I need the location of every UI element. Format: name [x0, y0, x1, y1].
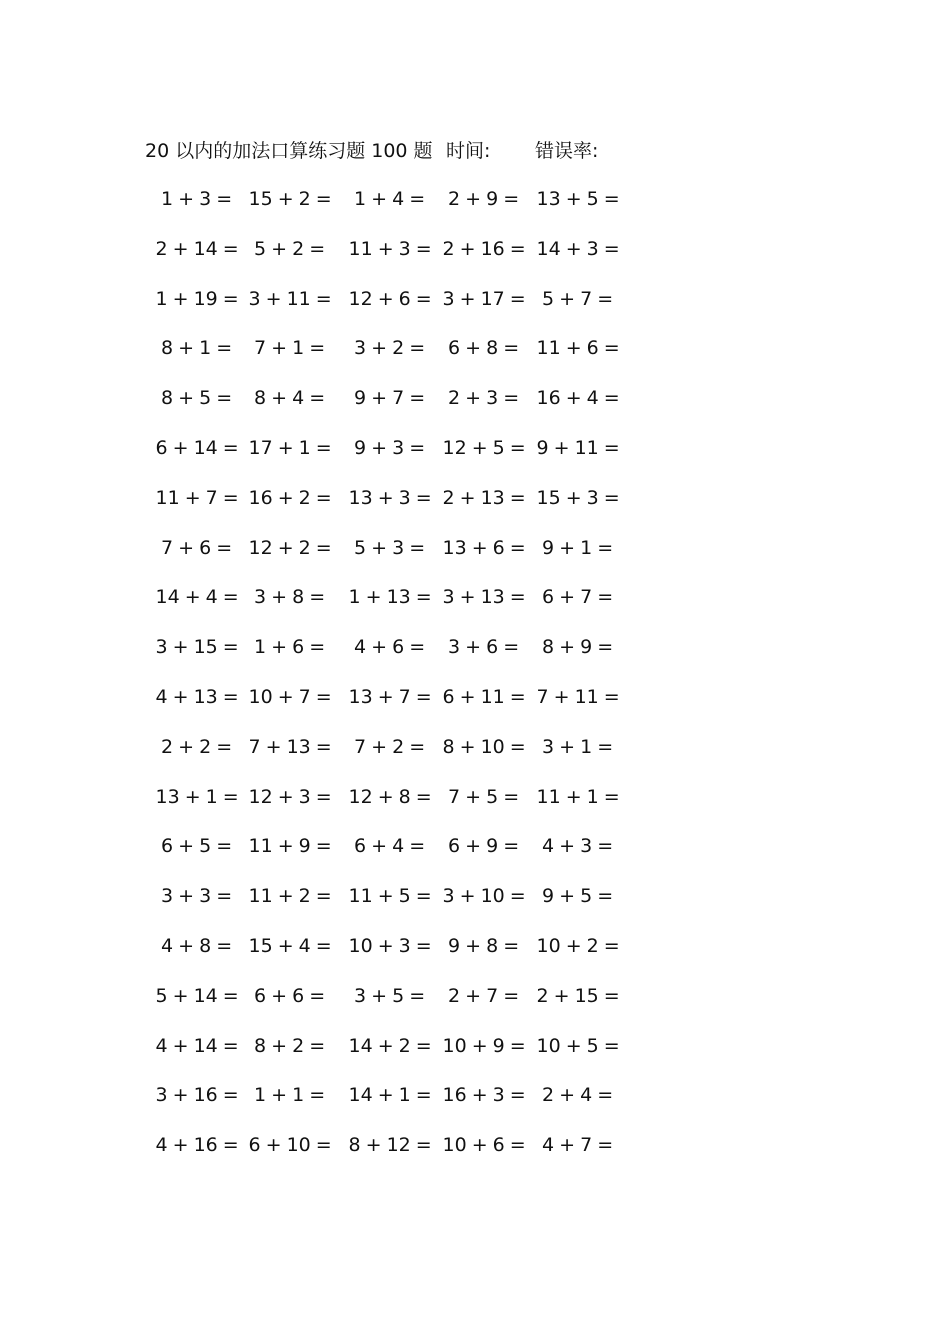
math-problem: 11 + 2 =: [248, 885, 332, 908]
math-problem: 3 + 5 =: [354, 984, 426, 1007]
math-problem: 3 + 10 =: [442, 885, 526, 908]
math-problem: 9 + 7 =: [354, 387, 426, 410]
math-problem: 8 + 9 =: [542, 636, 614, 659]
math-problem: 9 + 8 =: [448, 935, 520, 957]
math-problem: 11 + 1 =: [536, 785, 620, 808]
math-problem: 6 + 8 =: [448, 337, 520, 360]
math-problem: 5 + 14 =: [155, 984, 239, 1007]
math-problem: 5 + 3 =: [354, 536, 426, 559]
math-problem: 6 + 7 =: [542, 586, 614, 609]
math-problem: 3 + 13 =: [442, 586, 526, 609]
math-problem: 7 + 5 =: [448, 785, 520, 808]
math-problem: 2 + 2 =: [161, 735, 233, 758]
math-problem: 2 + 15 =: [536, 984, 620, 1007]
math-problem: 2 + 14 =: [155, 237, 239, 260]
math-problem: 1 + 1 =: [254, 1084, 326, 1107]
worksheet-title: 20 以内的加法口算练习题 100 题: [145, 140, 433, 162]
math-problem: 2 + 16 =: [442, 237, 526, 260]
math-problem: 7 + 11 =: [536, 686, 620, 708]
math-problem: 10 + 7 =: [248, 686, 332, 708]
math-problem: 1 + 3 =: [161, 188, 233, 210]
math-problem: 7 + 6 =: [161, 536, 233, 559]
math-problem: 2 + 7 =: [448, 984, 520, 1007]
math-problem: 6 + 6 =: [254, 984, 326, 1007]
math-problem: 11 + 6 =: [536, 337, 620, 360]
math-problem: 11 + 7 =: [155, 486, 239, 509]
math-problem: 12 + 6 =: [348, 287, 432, 310]
math-problem: 4 + 14 =: [155, 1034, 239, 1057]
math-problem: 4 + 8 =: [161, 935, 233, 957]
math-problem: 4 + 7 =: [542, 1134, 614, 1157]
math-problem: 10 + 9 =: [442, 1034, 526, 1057]
math-problem: 4 + 6 =: [354, 636, 426, 659]
math-problem: 6 + 5 =: [161, 835, 233, 858]
math-problem: 3 + 2 =: [354, 337, 426, 360]
math-problem: 8 + 5 =: [161, 387, 233, 410]
math-problem: 16 + 3 =: [442, 1084, 526, 1107]
math-problem: 11 + 5 =: [348, 885, 432, 908]
math-problem: 3 + 6 =: [448, 636, 520, 659]
math-problem: 4 + 16 =: [155, 1134, 239, 1157]
math-problem: 3 + 16 =: [155, 1084, 239, 1107]
math-problem: 10 + 6 =: [442, 1134, 526, 1157]
math-problem: 17 + 1 =: [248, 437, 332, 459]
math-problem: 12 + 8 =: [348, 785, 432, 808]
math-problem: 7 + 1 =: [254, 337, 326, 360]
math-problem: 1 + 6 =: [254, 636, 326, 659]
math-problem: 3 + 3 =: [161, 885, 233, 908]
math-problem: 6 + 14 =: [155, 437, 239, 459]
math-problem: 8 + 10 =: [442, 735, 526, 758]
math-problem: 9 + 11 =: [536, 437, 620, 459]
math-problem: 14 + 3 =: [536, 237, 620, 260]
error-rate-label: 错误率:: [535, 140, 599, 162]
math-problem: 2 + 9 =: [448, 188, 520, 210]
math-problem: 16 + 4 =: [536, 387, 620, 410]
time-label: 时间:: [446, 140, 491, 162]
math-problem: 14 + 2 =: [348, 1034, 432, 1057]
math-problem: 1 + 19 =: [155, 287, 239, 310]
math-problem: 7 + 13 =: [248, 735, 332, 758]
math-problem: 11 + 9 =: [248, 835, 332, 858]
math-problem: 2 + 3 =: [448, 387, 520, 410]
math-problem: 5 + 7 =: [542, 287, 614, 310]
math-problem: 8 + 4 =: [254, 387, 326, 410]
math-problem: 15 + 2 =: [248, 188, 332, 210]
math-problem: 13 + 6 =: [442, 536, 526, 559]
math-problem: 4 + 3 =: [542, 835, 614, 858]
math-problem: 6 + 9 =: [448, 835, 520, 858]
math-problem: 3 + 1 =: [542, 735, 614, 758]
math-problem: 4 + 13 =: [155, 686, 239, 708]
math-problem: 8 + 12 =: [348, 1134, 432, 1157]
math-problem: 3 + 8 =: [254, 586, 326, 609]
math-problem: 13 + 1 =: [155, 785, 239, 808]
math-problem: 3 + 11 =: [248, 287, 332, 310]
math-problem: 7 + 2 =: [354, 735, 426, 758]
math-problem: 10 + 3 =: [348, 935, 432, 957]
math-problem: 1 + 13 =: [348, 586, 432, 609]
math-problem: 14 + 1 =: [348, 1084, 432, 1107]
math-problem: 13 + 5 =: [536, 188, 620, 210]
math-problem: 5 + 2 =: [254, 237, 326, 260]
math-problem: 16 + 2 =: [248, 486, 332, 509]
math-problem: 8 + 1 =: [161, 337, 233, 360]
math-problem: 2 + 13 =: [442, 486, 526, 509]
math-problem: 9 + 1 =: [542, 536, 614, 559]
math-problem: 15 + 3 =: [536, 486, 620, 509]
math-problem: 3 + 15 =: [155, 636, 239, 659]
math-problem: 13 + 3 =: [348, 486, 432, 509]
math-problem: 6 + 4 =: [354, 835, 426, 858]
math-problem: 14 + 4 =: [155, 586, 239, 609]
math-problem: 8 + 2 =: [254, 1034, 326, 1057]
math-problem: 6 + 10 =: [248, 1134, 332, 1157]
math-problem: 9 + 3 =: [354, 437, 426, 459]
math-problem: 10 + 5 =: [536, 1034, 620, 1057]
math-problem: 15 + 4 =: [248, 935, 332, 957]
math-problem: 2 + 4 =: [542, 1084, 614, 1107]
math-problem: 12 + 2 =: [248, 536, 332, 559]
math-problem: 13 + 7 =: [348, 686, 432, 708]
math-problem: 3 + 17 =: [442, 287, 526, 310]
math-problem: 1 + 4 =: [354, 188, 426, 210]
math-problem: 12 + 5 =: [442, 437, 526, 459]
math-problem: 12 + 3 =: [248, 785, 332, 808]
math-problem: 10 + 2 =: [536, 935, 620, 957]
math-problem: 6 + 11 =: [442, 686, 526, 708]
math-problem: 11 + 3 =: [348, 237, 432, 260]
math-problem: 9 + 5 =: [542, 885, 614, 908]
